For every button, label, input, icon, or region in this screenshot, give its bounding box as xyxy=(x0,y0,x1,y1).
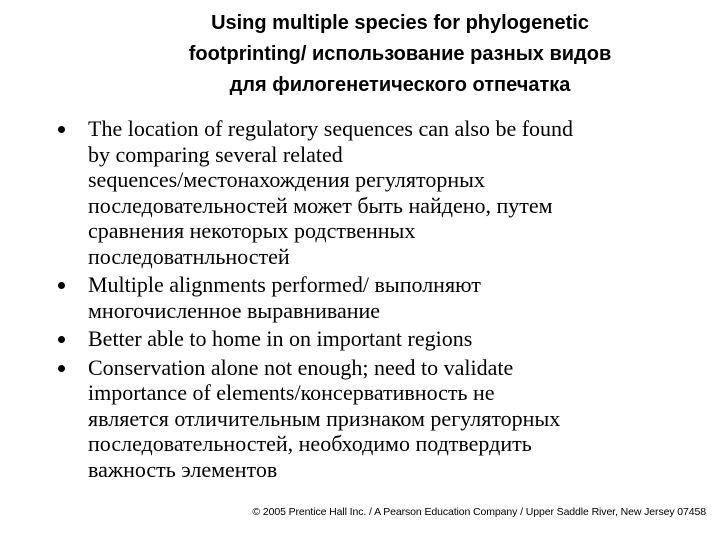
bullet-line: последовательностей, необходимо подтвердить xyxy=(88,431,532,456)
bullet-line: by comparing several related xyxy=(88,141,343,167)
slide-title xyxy=(70,8,720,101)
bullet-line: сравнения некоторых родственных xyxy=(88,218,416,243)
bullet-line: Better able to home in on important regions xyxy=(88,326,473,351)
bullet-list xyxy=(56,116,696,485)
bullet-item xyxy=(56,355,696,483)
bullet-item xyxy=(56,272,696,323)
bullet-item xyxy=(56,326,696,352)
bullet-dot-icon xyxy=(58,336,65,343)
bullet-line: The location of regulatory sequences can also be found xyxy=(88,116,574,141)
bullet-line: является отличительным признаком регуляторных xyxy=(88,405,561,431)
bullet-text xyxy=(88,355,696,483)
bullet-line: sequences/местонахождения регуляторных xyxy=(88,167,485,192)
slide-title-line: для филогенетического отпечатка xyxy=(229,74,571,96)
bullet-text xyxy=(88,116,696,269)
bullet-line: важность элементов xyxy=(88,456,278,482)
bullet-line: последоватнльностей xyxy=(88,243,290,269)
bullet-line: многочисленное выравнивание xyxy=(88,297,381,323)
bullet-line: Conservation alone not enough; need to validate xyxy=(88,354,514,380)
bullet-text xyxy=(88,326,696,352)
bullet-line: последовательностей может быть найдено, путем xyxy=(88,192,553,218)
bullet-text xyxy=(88,272,696,323)
bullet-item xyxy=(56,116,696,269)
bullet-dot-icon xyxy=(58,282,65,289)
slide-title-line: footprinting/ использование разных видов xyxy=(188,43,612,65)
bullet-dot-icon xyxy=(58,365,65,372)
bullet-dot-icon xyxy=(58,126,65,133)
bullet-line: Multiple alignments performed/ выполняют xyxy=(88,272,481,297)
bullet-line: importance of elements/консервативность не xyxy=(88,380,495,405)
slide-title-line: Using multiple species for phylogenetic xyxy=(211,12,589,34)
copyright-footer: © 2005 Prentice Hall Inc. / A Pearson Education Company / Upper Saddle River, New Jersey 07458 xyxy=(252,506,706,518)
